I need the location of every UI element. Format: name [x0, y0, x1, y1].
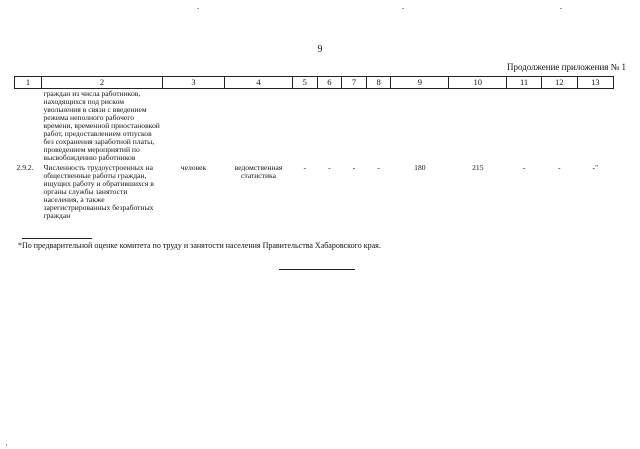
- table-header-row: [15, 77, 614, 89]
- value-col-9: 180: [414, 162, 426, 172]
- header-col-1: 1: [15, 77, 42, 89]
- value-col-12: -: [557, 162, 561, 172]
- scan-speck: [6, 444, 7, 446]
- header-col-6: 6: [317, 77, 342, 89]
- value-col-5: -: [303, 162, 307, 172]
- header-col-5: 5: [293, 77, 318, 89]
- header-col-7: 7: [342, 77, 367, 89]
- cell-empty: [163, 89, 614, 163]
- header-col-4: 4: [225, 77, 293, 89]
- table-row-continued: [15, 89, 614, 163]
- row-source: ведомственная статистика: [234, 162, 283, 180]
- cell-empty: [15, 89, 42, 163]
- footnote-divider: [22, 238, 92, 239]
- scan-speck: [560, 8, 562, 9]
- header-col-9: 9: [391, 77, 449, 89]
- row-number: 2.9.2.: [16, 162, 34, 172]
- footnote-text: *По предварительной оценке комитета по труду и занятости населения Правительства Хабаровского края.: [18, 241, 381, 250]
- header-col-2: 2: [42, 77, 163, 89]
- value-col-6: -: [328, 162, 331, 172]
- end-of-document-rule: [279, 269, 355, 270]
- appendix-continuation-label: Продолжение приложения № 1: [506, 62, 626, 72]
- header-col-13: 13: [577, 77, 613, 89]
- header-col-11: 11: [507, 77, 542, 89]
- header-col-10: 10: [449, 77, 507, 89]
- header-col-8: 8: [366, 77, 391, 89]
- scan-speck: [197, 8, 199, 9]
- value-col-8: -: [377, 162, 380, 172]
- header-col-3: 3: [163, 77, 225, 89]
- table-row-2-9-2: [15, 163, 614, 221]
- indicators-table: [14, 76, 614, 221]
- value-col-13: -": [592, 162, 599, 172]
- value-col-7: -: [352, 162, 356, 172]
- continued-row-text: граждан из числа работников, находящихся под риском увольнения в связи с введением режима неполного рабочего времени, временной приостановкой работ, предоставлением отпусков без сохранения заработной платы, проведением мероприятий по высвобождению работников: [43, 89, 160, 162]
- value-col-11: -: [522, 162, 526, 172]
- header-col-12: 12: [541, 77, 577, 89]
- page-number: 9: [317, 44, 323, 55]
- value-col-10: 215: [472, 162, 484, 172]
- row-unit: человек: [180, 162, 207, 172]
- scan-speck: [402, 8, 404, 9]
- row-indicator-text: Численность трудоустроенных на общественные работы граждан, ищущих работу и обратившихся в органы службы занятости населения, а также зарегистрированных безработных граждан: [43, 162, 154, 220]
